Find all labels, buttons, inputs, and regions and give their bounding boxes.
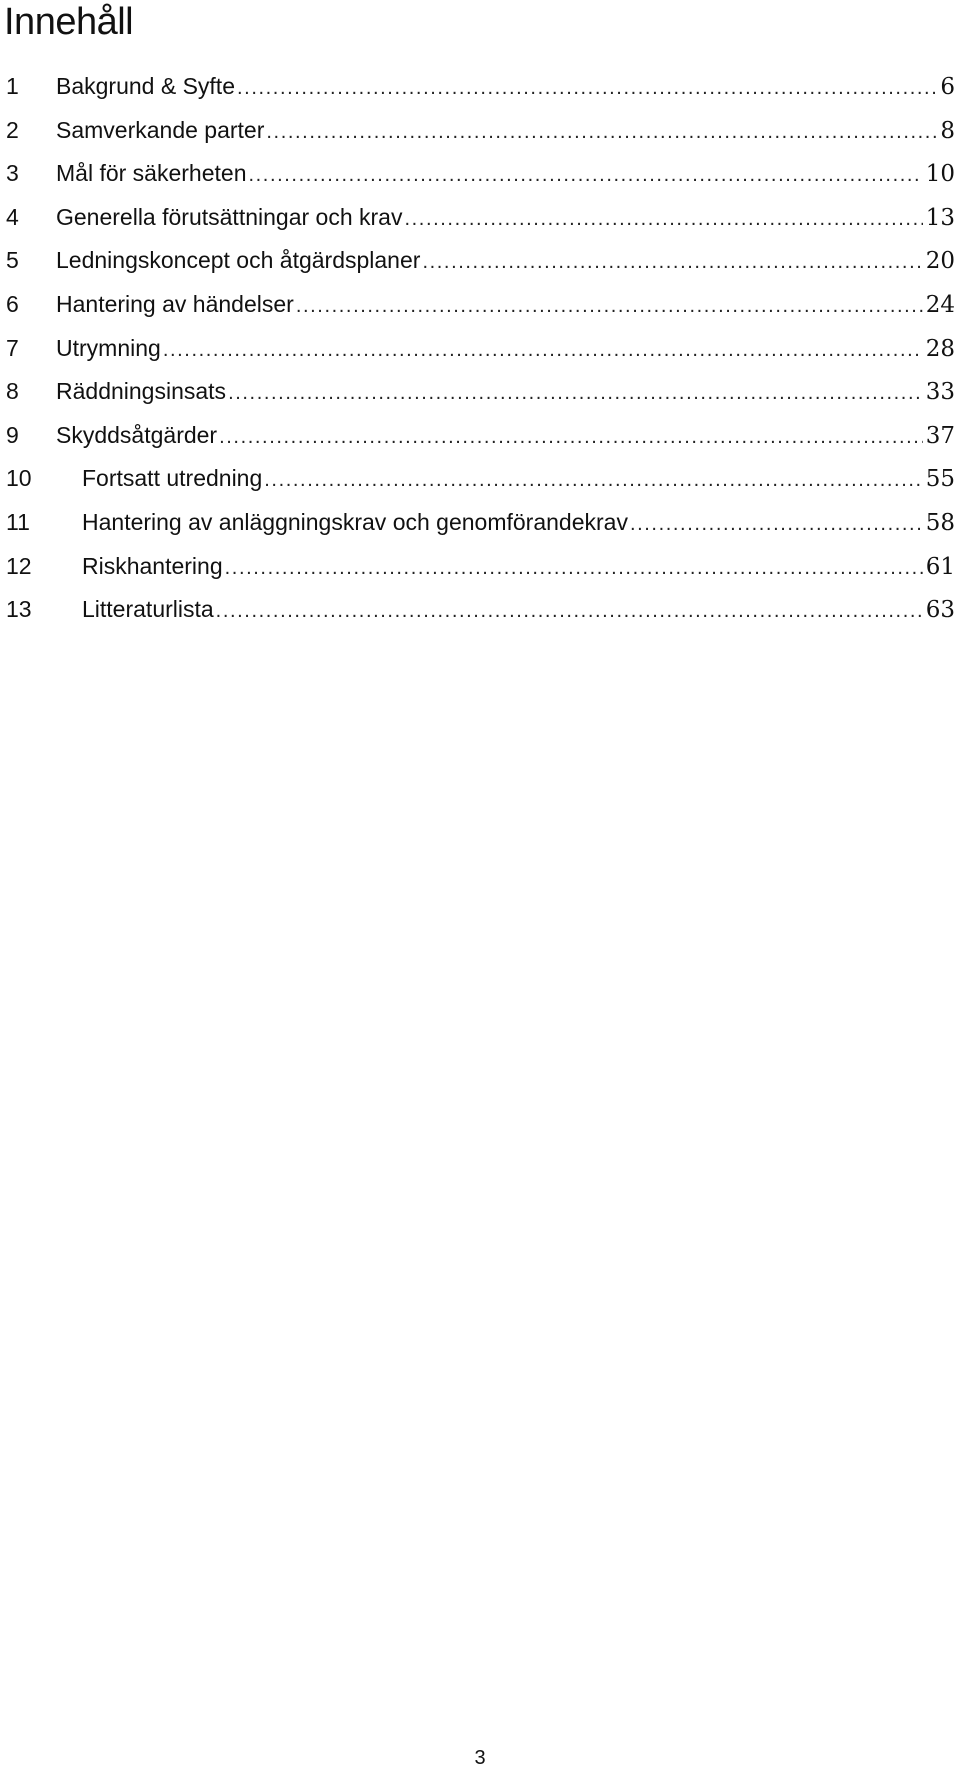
- toc-entry-page: 20: [925, 248, 955, 275]
- toc-entry[interactable]: [6, 553, 955, 597]
- toc-entry[interactable]: [6, 160, 955, 204]
- toc-entry-page: 37: [925, 422, 955, 449]
- page-number: 3: [474, 1747, 486, 1769]
- toc-leader-dots: [225, 557, 923, 580]
- toc-leader-dots: [296, 295, 923, 318]
- toc-entry[interactable]: [6, 335, 955, 379]
- toc-entry-title: Fortsatt utredning: [82, 465, 263, 492]
- toc-leader-dots: [216, 600, 923, 623]
- toc-leader-dots: [630, 513, 923, 536]
- toc-entry-title: Ledningskoncept och åtgärdsplaner: [56, 247, 421, 274]
- toc-leader-dots: [422, 251, 922, 274]
- toc-leader-dots: [228, 382, 923, 405]
- toc-entry-page: 58: [925, 509, 955, 536]
- toc-leader-dots: [237, 77, 937, 100]
- toc-leader-dots: [219, 426, 923, 449]
- toc-entry-number: 5: [6, 247, 19, 274]
- toc-entry[interactable]: [6, 596, 955, 640]
- toc-entry-page: 10: [925, 161, 955, 188]
- table-of-contents: [6, 73, 955, 640]
- toc-entry-number: 11: [6, 508, 30, 535]
- toc-entry-number: 8: [6, 378, 19, 405]
- toc-leader-dots: [163, 339, 923, 362]
- toc-entry-title: Utrymning: [56, 334, 161, 361]
- toc-entry-title: Generella förutsättningar och krav: [56, 203, 403, 230]
- toc-entry-page: 33: [925, 379, 955, 406]
- toc-entry-number: 13: [6, 596, 32, 623]
- toc-entry-title: Skyddsåtgärder: [56, 421, 218, 448]
- toc-entry-number: 3: [6, 160, 19, 187]
- toc-leader-dots: [248, 164, 922, 187]
- toc-entry-number: 12: [6, 552, 32, 579]
- toc-entry-page: 8: [940, 117, 955, 144]
- toc-entry-page: 28: [925, 335, 955, 362]
- toc-entry-title: Hantering av händelser: [56, 290, 294, 317]
- toc-entry[interactable]: [6, 117, 955, 161]
- toc-entry-title: Riskhantering: [82, 552, 223, 579]
- toc-entry-number: 6: [6, 290, 19, 317]
- toc-entry-page: 63: [925, 597, 955, 624]
- toc-entry-number: 1: [6, 73, 19, 99]
- toc-entry[interactable]: [6, 204, 955, 248]
- toc-entry-page: 6: [940, 74, 955, 100]
- toc-entry[interactable]: [6, 378, 955, 422]
- toc-entry-page: 13: [925, 204, 955, 231]
- toc-entry[interactable]: [6, 465, 955, 509]
- toc-entry-title: Bakgrund & Syfte: [56, 73, 235, 99]
- toc-leader-dots: [404, 208, 922, 231]
- toc-entry-title: Hantering av anläggningskrav och genomförandekrav: [82, 508, 628, 535]
- toc-entry-title: Räddningsinsats: [56, 378, 227, 405]
- toc-entry[interactable]: [6, 291, 955, 335]
- toc-entry-number: 7: [6, 334, 19, 361]
- toc-leader-dots: [266, 121, 937, 144]
- toc-entry-number: 10: [6, 465, 32, 492]
- toc-entry[interactable]: [6, 422, 955, 466]
- toc-entry-page: 61: [925, 553, 955, 580]
- page-title: Innehåll: [4, 1, 134, 43]
- toc-entry-number: 4: [6, 203, 19, 230]
- toc-leader-dots: [264, 469, 922, 492]
- toc-entry[interactable]: [6, 509, 955, 553]
- toc-entry[interactable]: [6, 247, 955, 291]
- toc-entry-title: Samverkande parter: [56, 116, 265, 143]
- toc-entry-page: 55: [925, 466, 955, 493]
- toc-entry-title: Mål för säkerheten: [56, 160, 247, 187]
- toc-entry-number: 9: [6, 421, 19, 448]
- toc-entry-page: 24: [925, 291, 955, 318]
- toc-entry[interactable]: [6, 73, 955, 117]
- toc-entry-number: 2: [6, 116, 19, 143]
- toc-entry-title: Litteraturlista: [82, 596, 214, 623]
